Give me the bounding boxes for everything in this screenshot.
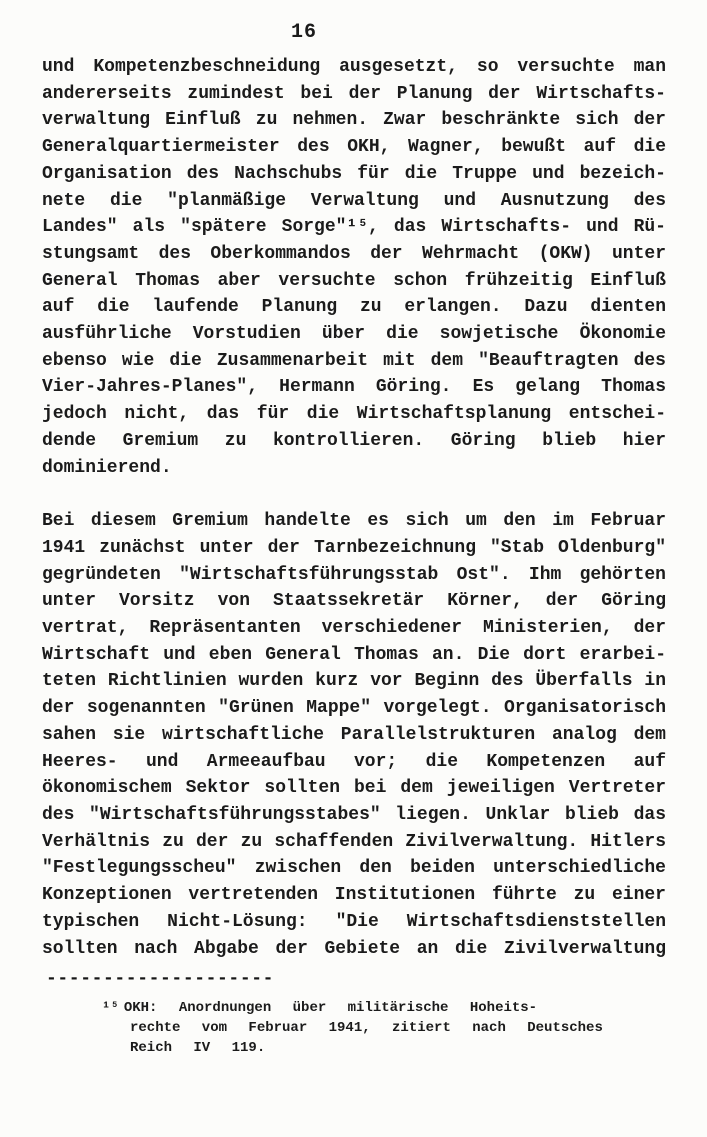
footnote-line: rechte vom Februar 1941, zitiert nach Deutsches (130, 1019, 603, 1036)
footnote (42, 998, 666, 1058)
text-line: 1941 zunächst unter der Tarnbezeichnung "Stab Oldenburg" (42, 537, 666, 558)
text-line: ausführliche Vorstudien über die sowjetische Ökonomie (42, 324, 666, 345)
text-line: gegründeten "Wirtschaftsführungsstab Ost". Ihm gehörten (42, 564, 666, 585)
text-line: des "Wirtschaftsführungsstabes" liegen. Unklar blieb das (42, 804, 666, 825)
text-line: ökonomischem Sektor sollten bei dem jeweiligen Vertreter (42, 778, 666, 799)
text-line: Bei diesem Gremium handelte es sich um den im Februar (42, 511, 666, 532)
text-line: auf die laufende Planung zu erlangen. Dazu dienten (42, 297, 666, 318)
text-line: Generalquartiermeister des OKH, Wagner, bewußt auf die (42, 137, 666, 158)
text-line: Heeres- und Armeeaufbau vor; die Kompetenzen auf (42, 751, 666, 772)
text-line: stungsamt des Oberkommandos der Wehrmacht (OKW) unter (42, 243, 666, 264)
text-line: ebenso wie die Zusammenarbeit mit dem "Beauftragten des (42, 350, 666, 371)
page-number: 16 (291, 21, 318, 44)
footnote-separator: -------------------- (46, 969, 275, 990)
text-line: sahen sie wirtschaftliche Parallelstrukturen analog dem (42, 724, 666, 745)
text-line: und Kompetenzbeschneidung ausgesetzt, so versuchte man (42, 57, 666, 77)
text-line: sollten nach Abgabe der Gebiete an die Zivilverwaltung (42, 938, 666, 959)
text-line: teten Richtlinien wurden kurz vor Beginn des Überfalls in (42, 671, 666, 692)
text-line: General Thomas aber versuchte schon frühzeitig Einfluß (42, 270, 666, 291)
paragraph-1 (42, 54, 666, 481)
text-line: Landes" als "spätere Sorge"¹⁵, das Wirtschafts- und Rü- (42, 217, 666, 238)
footnote-line: Reich IV 119. (130, 1039, 266, 1056)
text-line: andererseits zumindest bei der Planung der Wirtschafts- (42, 83, 666, 104)
text-line: Konzeptionen vertretenden Institutionen führte zu einer (42, 885, 666, 906)
text-line: unter Vorsitz von Staatssekretär Körner, der Göring (42, 591, 666, 612)
text-line: dende Gremium zu kontrollieren. Göring blieb hier (42, 430, 666, 451)
text-line: vertrat, Repräsentanten verschiedener Ministerien, der (42, 618, 666, 639)
text-line: Vier-Jahres-Planes", Hermann Göring. Es gelang Thomas (42, 377, 666, 398)
footnote-line: ¹⁵ OKH: Anordnungen über militärische Hoheits- (102, 999, 538, 1016)
text-line: "Festlegungsscheu" zwischen den beiden unterschiedliche (42, 858, 666, 879)
paragraph-2 (42, 508, 666, 962)
text-line: nete die "planmäßige Verwaltung und Ausnutzung des (42, 190, 666, 211)
text-line: Organisation des Nachschubs für die Truppe und bezeich- (42, 163, 666, 184)
text-line: Wirtschaft und eben General Thomas an. Die dort erarbei- (42, 644, 666, 665)
text-line: der sogenannten "Grünen Mappe" vorgelegt. Organisatorisch (42, 698, 666, 719)
text-line: typischen Nicht-Lösung: "Die Wirtschaftsdienststellen (42, 911, 666, 932)
text-line: verwaltung Einfluß zu nehmen. Zwar beschränkte sich der (42, 110, 666, 131)
text-line: Verhältnis zu der zu schaffenden Zivilverwaltung. Hitlers (42, 831, 666, 852)
footnote-marker: ¹⁵ (102, 999, 119, 1016)
text-line: dominierend. (42, 457, 172, 478)
page-content (42, 54, 666, 1058)
text-line: jedoch nicht, das für die Wirtschaftsplanung entschei- (42, 404, 666, 425)
